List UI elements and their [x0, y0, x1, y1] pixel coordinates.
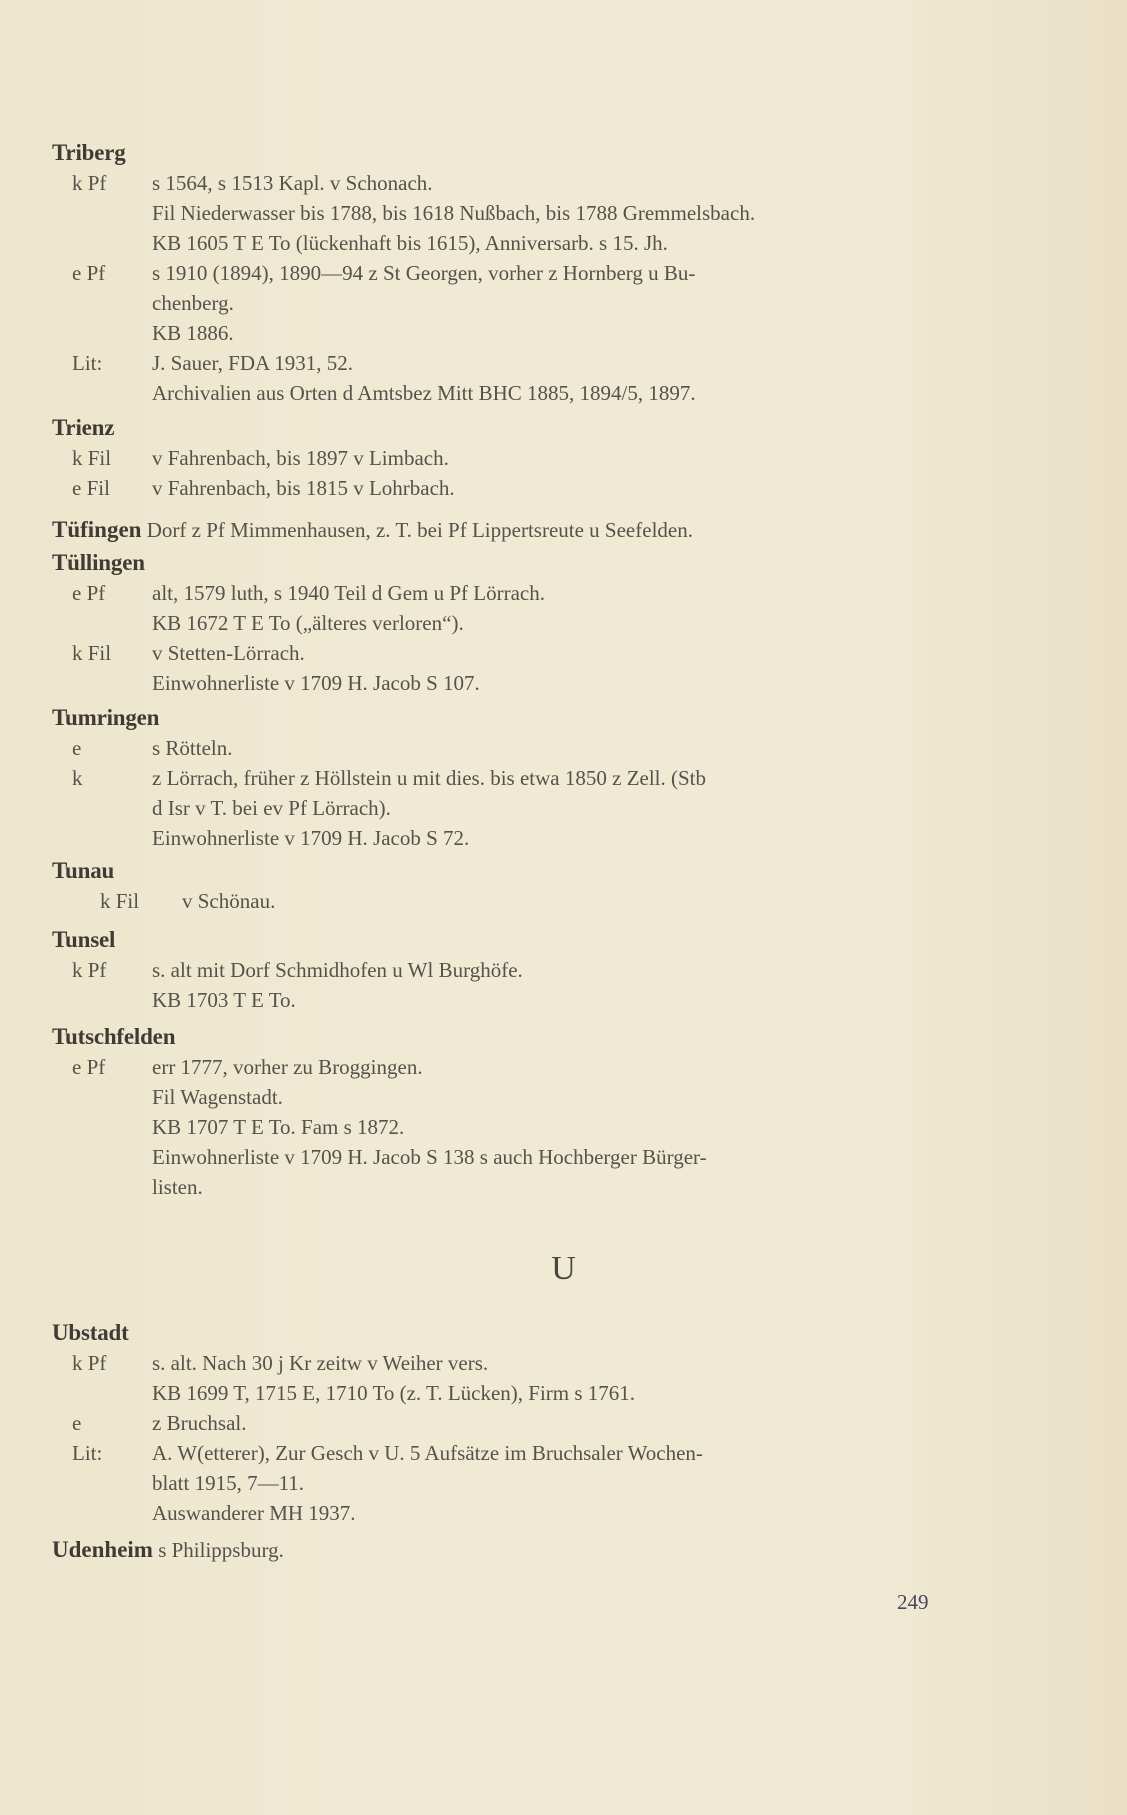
- entry-heading: Tüllingen: [52, 550, 145, 575]
- text-line: A. W(etterer), Zur Gesch v U. 5 Aufsätze im Bruchsaler Wochen-: [152, 1441, 703, 1465]
- text-line: KB 1703 T E To.: [152, 988, 296, 1012]
- entry-tuellingen: [52, 548, 952, 698]
- entry-heading: Triberg: [52, 140, 126, 165]
- entry-ubstadt: [52, 1318, 952, 1528]
- text-line: v Fahrenbach, bis 1897 v Limbach.: [152, 446, 449, 470]
- text-line: Fil Niederwasser bis 1788, bis 1618 Nußbach, bis 1788 Gremmelsbach.: [152, 201, 756, 225]
- entry-row: [52, 1348, 952, 1408]
- entry-row: [52, 1438, 952, 1528]
- text-line: z Bruchsal.: [152, 1411, 247, 1435]
- row-text: [152, 763, 952, 853]
- text-line: listen.: [152, 1175, 203, 1199]
- row-text: [152, 1408, 952, 1438]
- inline-entry: [52, 1535, 952, 1565]
- text-line: s. alt. Nach 30 j Kr zeitw v Weiher vers.: [152, 1351, 489, 1375]
- row-label: e: [72, 736, 82, 760]
- row-label: k Fil: [72, 641, 112, 665]
- entry-heading: Tüfingen: [52, 517, 142, 542]
- row-text: [152, 473, 952, 503]
- text-line: Fil Wagenstadt.: [152, 1085, 283, 1109]
- entry-tunau: [52, 856, 952, 916]
- row-text: [152, 443, 952, 473]
- entry-text: s Philippsburg.: [152, 1538, 284, 1562]
- entry-heading: Trienz: [52, 415, 115, 440]
- text-line: KB 1672 T E To („älteres verloren“).: [152, 611, 464, 635]
- row-label: Lit:: [72, 1441, 103, 1465]
- entry-row: [52, 443, 952, 473]
- entry-row: [52, 578, 952, 638]
- entry-row: [52, 348, 952, 408]
- row-label: Lit:: [72, 351, 103, 375]
- row-label: k: [72, 766, 83, 790]
- text-line: v Fahrenbach, bis 1815 v Lohrbach.: [152, 476, 455, 500]
- text-line: Einwohnerliste v 1709 H. Jacob S 107.: [152, 671, 480, 695]
- entry-heading: Tunsel: [52, 927, 116, 952]
- row-label: k Pf: [72, 1351, 107, 1375]
- text-line: s Rötteln.: [152, 736, 233, 760]
- entry-row: [52, 955, 952, 1015]
- entry-row: [52, 763, 952, 853]
- text-line: Einwohnerliste v 1709 H. Jacob S 138 s auch Hochberger Bürger-: [152, 1145, 707, 1169]
- entry-row: [52, 886, 952, 916]
- entry-row: [52, 258, 952, 348]
- text-line: chenberg.: [152, 291, 234, 315]
- row-text: [152, 1438, 952, 1528]
- entry-triberg: [52, 138, 952, 408]
- row-text: [152, 578, 952, 638]
- entry-heading: Tunau: [52, 858, 115, 883]
- text-line: s 1564, s 1513 Kapl. v Schonach.: [152, 171, 433, 195]
- row-text: [152, 1348, 952, 1408]
- entry-text: Dorf z Pf Mimmenhausen, z. T. bei Pf Lippertsreute u Seefelden.: [141, 518, 693, 542]
- section-letter: U: [551, 1250, 576, 1287]
- text-line: KB 1886.: [152, 321, 234, 345]
- row-label: k Fil: [100, 889, 140, 913]
- text-line: KB 1699 T, 1715 E, 1710 To (z. T. Lücken), Firm s 1761.: [152, 1381, 636, 1405]
- text-line: J. Sauer, FDA 1931, 52.: [152, 351, 353, 375]
- entry-udenheim: [52, 1535, 952, 1565]
- entry-row: [52, 1408, 952, 1438]
- entry-tumringen: [52, 703, 952, 853]
- text-line: KB 1707 T E To. Fam s 1872.: [152, 1115, 405, 1139]
- entry-heading: Udenheim: [52, 1537, 153, 1562]
- text-line: alt, 1579 luth, s 1940 Teil d Gem u Pf Lörrach.: [152, 581, 546, 605]
- row-label: k Pf: [72, 958, 107, 982]
- text-line: z Lörrach, früher z Höllstein u mit dies. bis etwa 1850 z Zell. (Stb: [152, 766, 707, 790]
- row-text: [182, 886, 952, 916]
- entry-heading: Tutschfelden: [52, 1024, 176, 1049]
- text-line: v Schönau.: [182, 889, 276, 913]
- text-line: Einwohnerliste v 1709 H. Jacob S 72.: [152, 826, 470, 850]
- entry-row: [52, 1052, 952, 1202]
- row-label: e Pf: [72, 261, 106, 285]
- text-line: s. alt mit Dorf Schmidhofen u Wl Burghöfe.: [152, 958, 523, 982]
- entry-row: [52, 168, 952, 258]
- row-text: [152, 638, 952, 698]
- row-label: k Fil: [72, 446, 112, 470]
- row-label: k Pf: [72, 171, 107, 195]
- text-line: Archivalien aus Orten d Amtsbez Mitt BHC 1885, 1894/5, 1897.: [152, 381, 696, 405]
- row-text: [152, 1052, 952, 1202]
- text-line: err 1777, vorher zu Broggingen.: [152, 1055, 423, 1079]
- text-line: KB 1605 T E To (lückenhaft bis 1615), Anniversarb. s 15. Jh.: [152, 231, 668, 255]
- row-label: e: [72, 1411, 82, 1435]
- text-line: v Stetten-Lörrach.: [152, 641, 305, 665]
- row-text: [152, 348, 952, 408]
- text-line: blatt 1915, 7—11.: [152, 1471, 305, 1495]
- entry-heading: Tumringen: [52, 705, 160, 730]
- row-text: [152, 168, 952, 258]
- entry-tutschfelden: [52, 1022, 952, 1202]
- entry-tunsel: [52, 925, 952, 1015]
- row-label: e Pf: [72, 581, 106, 605]
- text-line: d Isr v T. bei ev Pf Lörrach).: [152, 796, 391, 820]
- row-text: [152, 733, 952, 763]
- entry-row: [52, 638, 952, 698]
- inline-entry: [52, 515, 952, 545]
- row-text: [152, 955, 952, 1015]
- entry-trienz: [52, 413, 952, 503]
- row-text: [152, 258, 952, 348]
- row-label: e Fil: [72, 476, 110, 500]
- row-label: e Pf: [72, 1055, 106, 1079]
- text-line: Auswanderer MH 1937.: [152, 1501, 356, 1525]
- entry-tuefingen: [52, 515, 952, 545]
- entry-heading: Ubstadt: [52, 1320, 129, 1345]
- entry-row: [52, 473, 952, 503]
- text-line: s 1910 (1894), 1890—94 z St Georgen, vorher z Hornberg u Bu-: [152, 261, 696, 285]
- page-number: 249: [897, 1590, 929, 1614]
- entry-row: [52, 733, 952, 763]
